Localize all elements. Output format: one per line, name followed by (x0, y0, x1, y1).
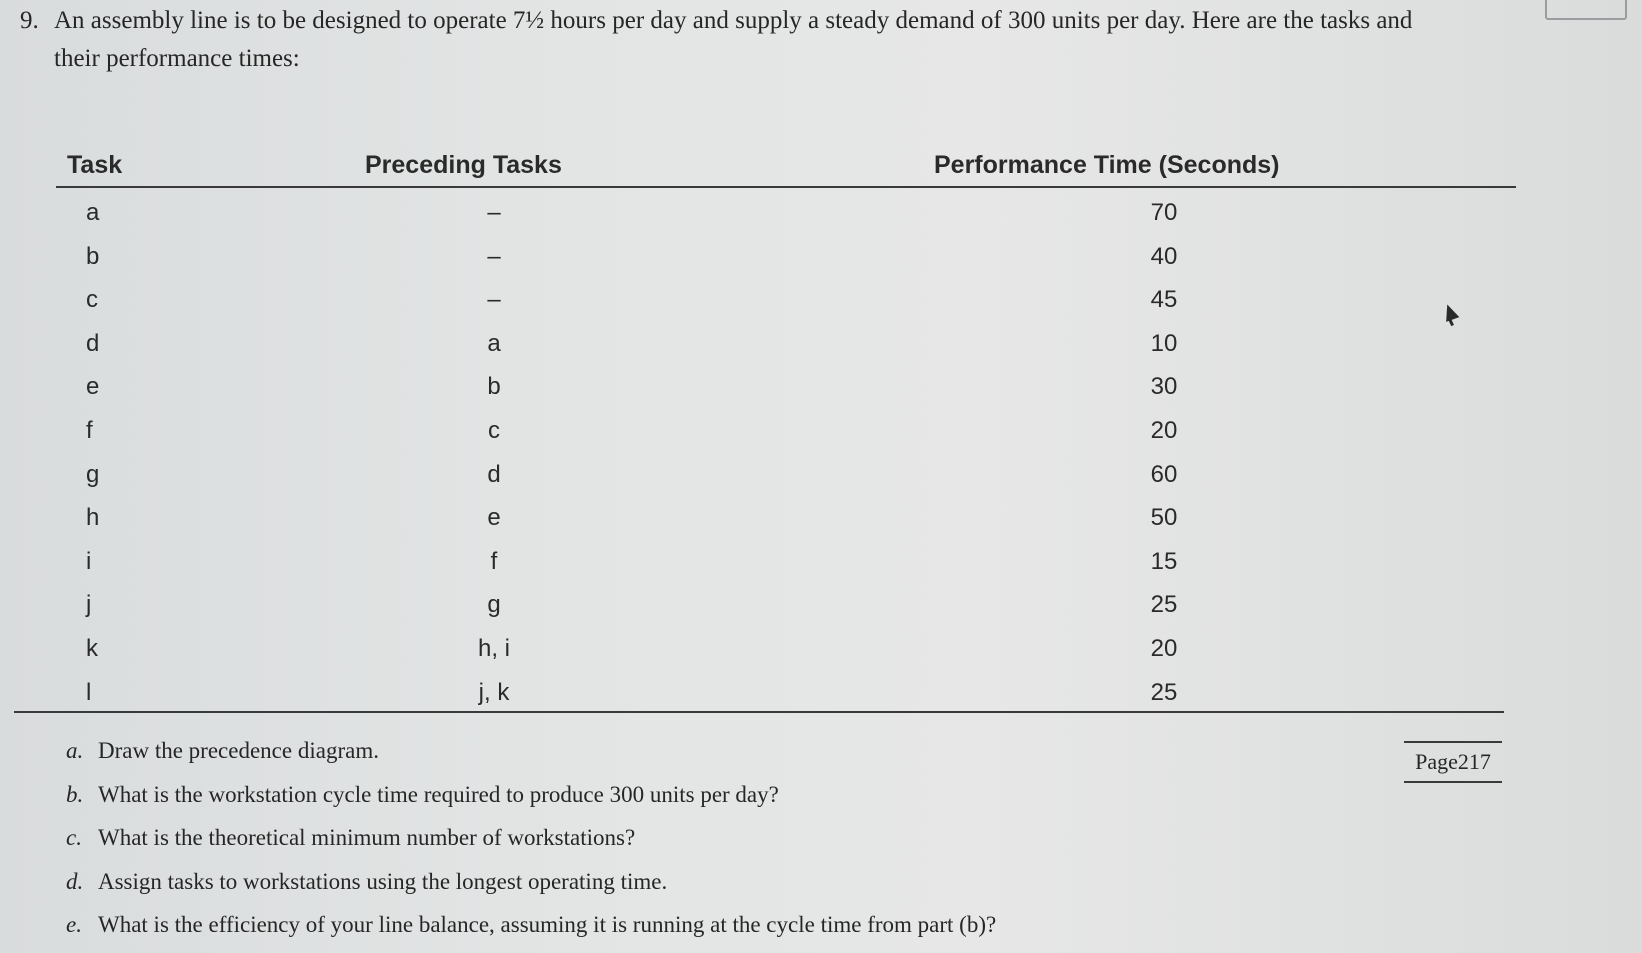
table-row (56, 540, 1516, 584)
question-letter: c. (66, 825, 82, 850)
time-cell: 30 (1150, 373, 1178, 401)
task-cell: l (86, 678, 92, 706)
table-header (56, 145, 1516, 189)
task-cell: f (86, 416, 93, 444)
preceding-cell: a (487, 329, 501, 357)
task-cell: d (86, 329, 100, 357)
header-preceding-tasks: Preceding Tasks (365, 151, 562, 179)
table-row (56, 322, 1516, 366)
preceding-cell: f (490, 547, 498, 575)
task-cell: b (86, 242, 100, 270)
question-item (66, 779, 996, 823)
problem-text-1: An assembly line is to be designed to operate 7½ hours per day and supply a steady demand of 300 units per day. Here are the tasks and (54, 7, 1413, 34)
question-letter: a. (66, 738, 84, 763)
table-row (56, 365, 1516, 409)
task-cell: e (86, 373, 100, 401)
preceding-cell: – (487, 242, 501, 270)
preceding-cell: d (487, 460, 501, 488)
time-cell: 40 (1150, 242, 1178, 270)
preceding-cell: b (487, 373, 501, 401)
task-cell: a (86, 199, 100, 226)
task-cell: c (86, 286, 98, 314)
table-row (56, 671, 1516, 715)
time-cell: 50 (1150, 504, 1178, 532)
problem-line-2: their performance times: (54, 45, 300, 72)
page-number-tag: Page217 (1404, 741, 1502, 783)
table-row (56, 583, 1516, 627)
table-row (56, 496, 1516, 540)
preceding-cell: e (487, 504, 501, 532)
question-text: What is the efficiency of your line balance, assuming it is running at the cycle time from part (b)? (98, 912, 997, 937)
preceding-cell: j, k (478, 678, 510, 706)
task-table (56, 145, 1516, 714)
task-cell: g (86, 460, 100, 488)
question-text: What is the workstation cycle time required to produce 300 units per day? (98, 781, 779, 807)
question-item (66, 735, 996, 779)
question-item (66, 866, 996, 910)
question-item (66, 909, 996, 953)
preceding-cell: g (487, 591, 501, 619)
time-cell: 15 (1150, 547, 1178, 575)
time-cell: 20 (1150, 634, 1178, 662)
question-item (66, 822, 996, 866)
task-cell: k (86, 634, 98, 662)
time-cell: 70 (1150, 199, 1178, 226)
header-rule (56, 186, 1516, 188)
table-row (56, 453, 1516, 497)
table-row (56, 191, 1516, 235)
question-letter: b. (66, 781, 84, 807)
question-text: What is the theoretical minimum number of workstations? (98, 825, 636, 850)
problem-number: 9. (20, 7, 39, 34)
header-performance-time: Performance Time (Seconds) (934, 151, 1280, 179)
time-cell: 10 (1150, 329, 1178, 357)
question-text: Assign tasks to workstations using the longest operating time. (98, 868, 668, 894)
question-list (66, 735, 996, 953)
time-cell: 25 (1150, 678, 1178, 706)
question-letter: d. (66, 868, 84, 894)
problem-statement (20, 2, 1520, 78)
task-cell: h (86, 504, 100, 532)
problem-line-1 (20, 2, 1520, 40)
table-row (56, 235, 1516, 279)
table-row (56, 278, 1516, 322)
time-cell: 20 (1150, 416, 1178, 444)
preceding-cell: – (487, 286, 501, 314)
task-cell: j (86, 591, 92, 619)
table-row (56, 409, 1516, 453)
question-text: Draw the precedence diagram. (98, 738, 379, 763)
time-cell: 60 (1150, 460, 1178, 488)
corner-box (1545, 0, 1627, 20)
question-letter: e. (66, 912, 82, 937)
table-bottom-rule (14, 711, 1504, 713)
time-cell: 45 (1150, 286, 1178, 314)
task-cell: i (86, 547, 92, 575)
table-body (56, 191, 1516, 714)
preceding-cell: h, i (477, 634, 510, 662)
table-row (56, 627, 1516, 671)
header-task: Task (67, 151, 123, 179)
preceding-cell: – (487, 199, 501, 226)
time-cell: 25 (1150, 591, 1178, 619)
preceding-cell: c (488, 416, 500, 444)
